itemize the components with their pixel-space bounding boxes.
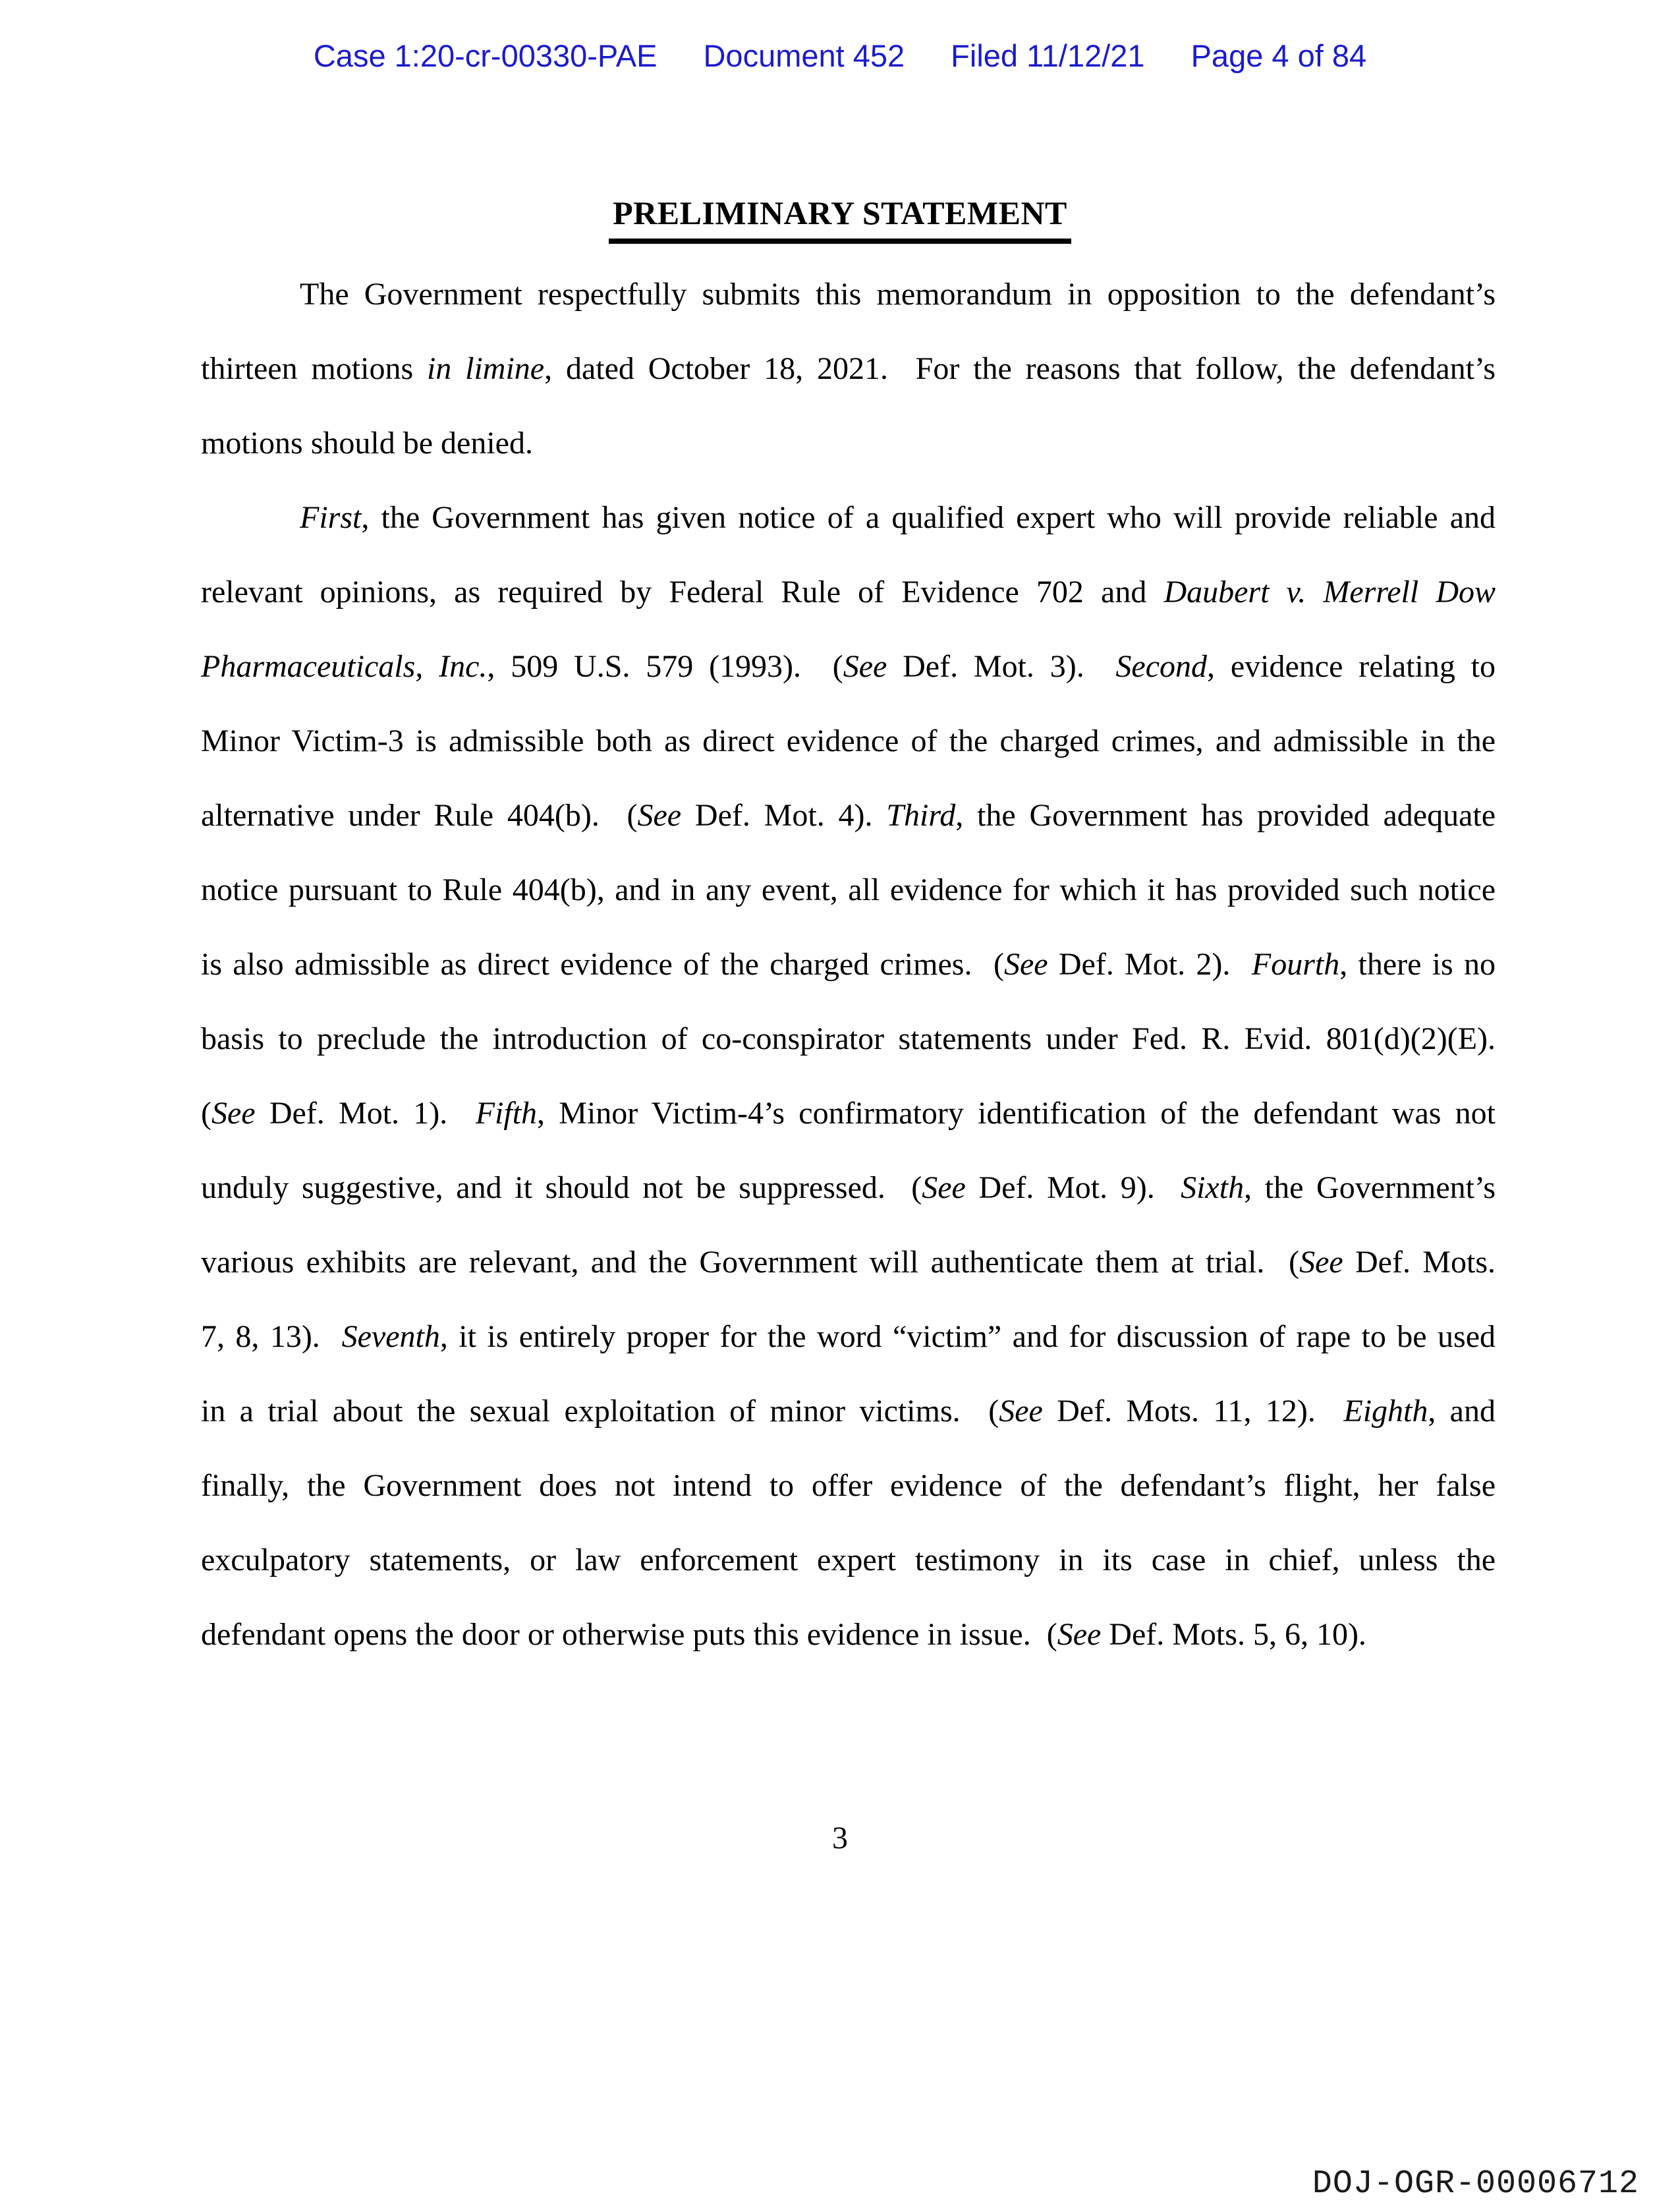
text-line: exculpatory statements, or law enforcement expert testimony in its case in chief, unless the bbox=[201, 1543, 1496, 1577]
text-line: The Government respectfully submits this memorandum in opposition to the defendant’s bbox=[300, 277, 1496, 312]
text-line: notice pursuant to Rule 404(b), and in any event, all evidence for which it has provided such notice bbox=[201, 872, 1496, 907]
filed-date: Filed 11/12/21 bbox=[951, 38, 1145, 73]
text-line: Pharmaceuticals, Inc., 509 U.S. 579 (1993). (See Def. Mot. 3). Second, evidence relating to bbox=[201, 649, 1496, 684]
page-number: 3 bbox=[832, 1821, 848, 1856]
text-line: various exhibits are relevant, and the Government will authenticate them at trial. (See Def. Mots. bbox=[201, 1245, 1496, 1280]
bates-number: DOJ-OGR-00006712 bbox=[1312, 2165, 1639, 2203]
text-line: defendant opens the door or otherwise puts this evidence in issue. (See Def. Mots. 5, 6, 10). bbox=[201, 1617, 1366, 1652]
text-line: thirteen motions in limine, dated October 18, 2021. For the reasons that follow, the defendant’s bbox=[201, 351, 1496, 386]
document-number: Document 452 bbox=[703, 38, 905, 73]
page-indicator: Page 4 of 84 bbox=[1190, 38, 1367, 73]
text-line: motions should be denied. bbox=[201, 426, 533, 461]
text-line: Minor Victim-3 is admissible both as direct evidence of the charged crimes, and admissible in the bbox=[201, 723, 1496, 758]
text-line: in a trial about the sexual exploitation of minor victims. (See Def. Mots. 11, 12). Eighth, and bbox=[201, 1394, 1496, 1429]
section-title bbox=[0, 194, 1680, 244]
text-line: First, the Government has given notice of a qualified expert who will provide reliable and bbox=[300, 500, 1496, 535]
case-number: Case 1:20-cr-00330-PAE bbox=[313, 38, 658, 73]
text-line: is also admissible as direct evidence of the charged crimes. (See Def. Mot. 2). Fourth, there is no bbox=[201, 947, 1496, 982]
text-line: 7, 8, 13). Seventh, it is entirely proper for the word “victim” and for discussion of rape to be used bbox=[201, 1319, 1496, 1354]
case-caption-header bbox=[0, 38, 1680, 74]
text-line: unduly suggestive, and it should not be suppressed. (See Def. Mot. 9). Sixth, the Government’s bbox=[201, 1170, 1496, 1205]
text-line: basis to preclude the introduction of co-conspirator statements under Fed. R. Evid. 801(d)(2)(E). bbox=[201, 1021, 1496, 1056]
text-line: finally, the Government does not intend to offer evidence of the defendant’s flight, her false bbox=[201, 1468, 1496, 1503]
text-line: alternative under Rule 404(b). (See Def. Mot. 4). Third, the Government has provided adequate bbox=[201, 798, 1496, 833]
text-line: relevant opinions, as required by Federal Rule of Evidence 702 and Daubert v. Merrell Dow bbox=[201, 575, 1496, 610]
text-line: (See Def. Mot. 1). Fifth, Minor Victim-4’s confirmatory identification of the defendant was not bbox=[201, 1096, 1496, 1131]
section-title-text: PRELIMINARY STATEMENT bbox=[609, 194, 1071, 244]
document-body bbox=[201, 257, 1496, 1672]
